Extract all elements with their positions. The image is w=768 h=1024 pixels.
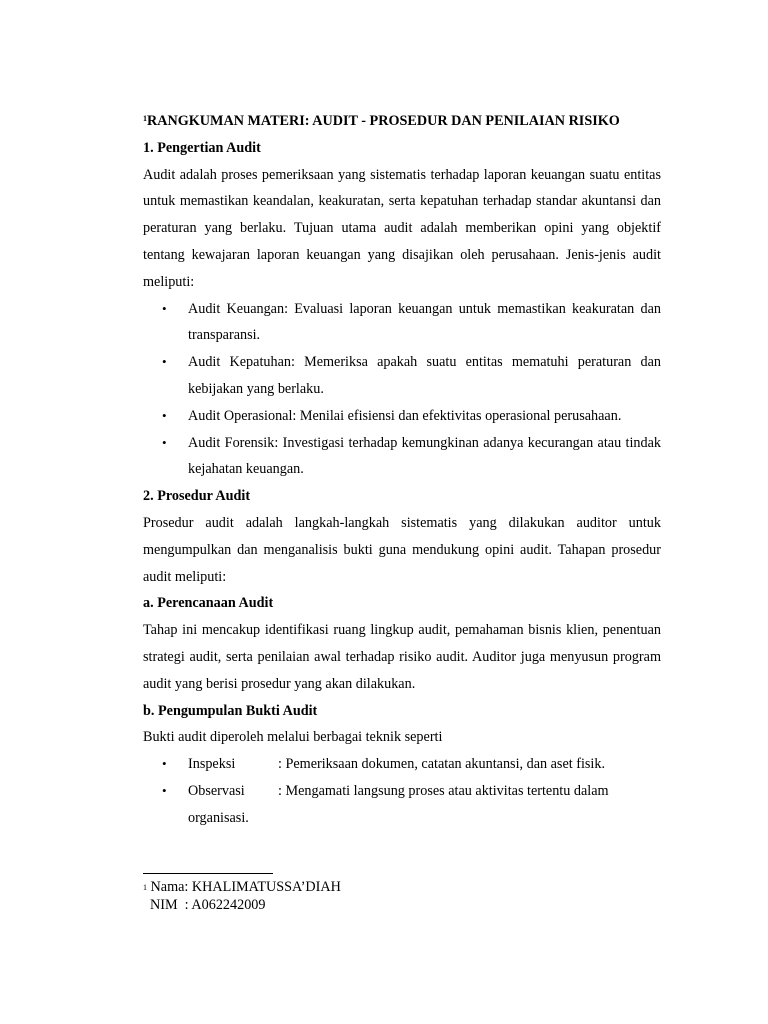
footnote-mark: 1 — [143, 883, 147, 892]
bullet-icon: • — [162, 756, 167, 772]
techniques-list — [143, 751, 661, 831]
section-heading-prosedur: 2. Prosedur Audit — [143, 488, 251, 505]
footnote-reference: 1 — [143, 114, 147, 123]
footnote — [143, 878, 341, 914]
technique-description-continued: organisasi. — [188, 809, 249, 826]
footnote-separator — [143, 873, 273, 874]
bullet-icon: • — [162, 434, 167, 450]
list-item: • Audit Keuangan: Evaluasi laporan keuangan untuk memastikan keakuratan dan transparansi. — [143, 296, 661, 350]
list-item: • Audit Forensik: Investigasi terhadap kemungkinan adanya kecurangan atau tindak kejahatan keuangan. — [143, 430, 661, 484]
technique-term: Inspeksi — [188, 756, 236, 773]
subheading-pengumpulan-bukti: b. Pengumpulan Bukti Audit — [143, 702, 318, 719]
list-item — [143, 751, 661, 778]
paragraph-pengertian: Audit adalah proses pemeriksaan yang sistematis terhadap laporan keuangan suatu entitas untuk memastikan keandalan, keakuratan, serta kepatuhan terhadap standar akuntansi dan peraturan yang berlaku. Tujuan utama audit adalah memberikan opini yang objektif tentang kewajaran laporan keuangan yang disajikan oleh perusahaan. Jenis-jenis audit meliputi: — [143, 166, 661, 290]
list-item — [143, 778, 661, 832]
paragraph-perencanaan: Tahap ini mencakup identifikasi ruang lingkup audit, pemahaman bisnis klien, penentuan strategi audit, serta penilaian awal terhadap risiko audit. Auditor juga menyusun program audit yang berisi prosedur yang akan dilakukan. — [143, 622, 661, 692]
bullet-icon: • — [162, 782, 167, 798]
bullet-icon: • — [162, 354, 167, 370]
list-item: • Audit Kepatuhan: Memeriksa apakah suatu entitas mematuhi peraturan dan kebijakan yang berlaku. — [143, 349, 661, 403]
document-title — [143, 108, 661, 135]
list-item: • Audit Operasional: Menilai efisiensi dan efektivitas operasional perusahaan. — [143, 403, 661, 430]
title-text: RANGKUMAN MATERI: AUDIT - PROSEDUR DAN PENILAIAN RISIKO — [147, 113, 620, 129]
audit-types-list — [143, 296, 661, 484]
document-body — [143, 108, 661, 832]
paragraph-prosedur: Prosedur audit adalah langkah-langkah sistematis yang dilakukan auditor untuk mengumpulkan dan menganalisis bukti guna mendukung opini audit. Tahapan prosedur audit meliputi: — [143, 514, 661, 585]
footnote-nim-line: NIM : A062242009 — [150, 897, 266, 913]
footnote-name-line: $^1$ Nama: KHALIMATUSSA’DIAH — [143, 879, 341, 895]
paragraph-pengumpulan-intro: Bukti audit diperoleh melalui berbagai teknik seperti — [143, 729, 443, 746]
bullet-icon: • — [162, 407, 167, 423]
technique-description: : Mengamati langsung proses atau aktivitas tertentu dalam — [278, 782, 609, 799]
bullet-icon: • — [162, 300, 167, 316]
technique-description: : Pemeriksaan dokumen, catatan akuntansi, dan aset fisik. — [278, 756, 606, 773]
section-heading-pengertian: 1. Pengertian Audit — [143, 139, 261, 156]
subheading-perencanaan: a. Perencanaan Audit — [143, 595, 274, 612]
technique-term: Observasi — [188, 782, 245, 799]
